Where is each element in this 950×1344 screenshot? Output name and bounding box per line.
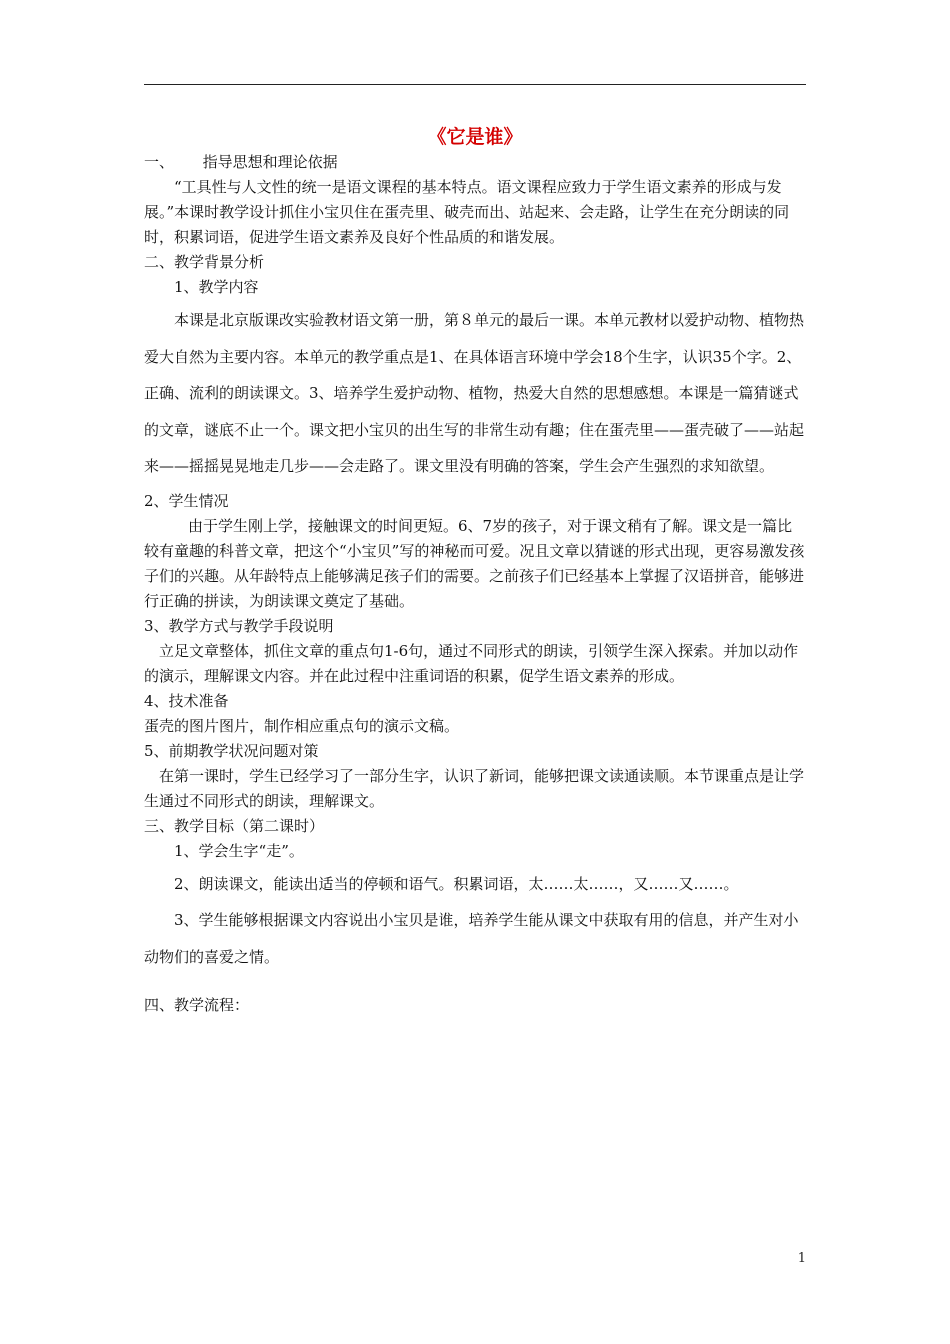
section-2-paragraph-1: 本课是北京版课改实验教材语文第一册，第８单元的最后一课。本单元教材以爱护动物、植物热爱大自然为主要内容。本单元的教学重点是1、在具体语言环境中学会18个生字，认识35个字。2、正确、流利的朗读课文。3、培养学生爱护动物、植物，热爱大自然的思想感想。本课是一篇猜谜式的文章，谜底不止一个。课文把小宝贝的出生写的非常生动有趣；住在蛋壳里——蛋壳破了——站起来——摇摇晃晃地走几步——会走路了。课文里没有明确的答案，学生会产生强烈的求知欲望。 [144, 311, 805, 475]
document-title: 《它是谁》 [427, 126, 523, 148]
section-2-sub-3: 3、教学方式与教学手段说明 [144, 616, 334, 635]
header-rule [144, 84, 806, 85]
section-2-sub-2: 2、学生情况 [144, 491, 229, 510]
section-1-heading: 一、 指导思想和理论依据 [144, 153, 338, 171]
section-3-item-3: 3、学生能够根据课文内容说出小宝贝是谁，培养学生能从课文中获取有用的信息，并产生对小动物们的喜爱之情。 [144, 911, 799, 966]
section-2-paragraph-5: 在第一课时，学生已经学习了一部分生字，认识了新词，能够把课文读通读顺。本节课重点是让学生通过不同形式的朗读，理解课文。 [144, 766, 805, 810]
section-2-sub-5: 5、前期教学状况问题对策 [144, 741, 319, 760]
section-2-paragraph-3: 立足文章整体，抓住文章的重点句1-6句，通过不同形式的朗读，引领学生深入探索。并加以动作的演示，理解课文内容。并在此过程中注重词语的积累，促学生语文素养的形成。 [144, 641, 799, 685]
section-2-paragraph-2: 由于学生刚上学，接触课文的时间更短。6、7岁的孩子，对于课文稍有了解。课文是一篇比较有童趣的科普文章，把这个“小宝贝”写的神秘而可爱。况且文章以猜谜的形式出现，更容易激发孩子们的兴趣。从年龄特点上能够满足孩子们的需要。之前孩子们已经基本上掌握了汉语拼音，能够进行正确的拼读，为朗读课文奠定了基础。 [144, 516, 805, 610]
section-4-heading: 四、教学流程： [144, 996, 250, 1014]
section-3-item-1: 1、学会生字“走”。 [174, 841, 304, 860]
section-1-paragraph: “工具性与人文性的统一是语文课程的基本特点。语文课程应致力于学生语文素养的形成与发展。”本课时教学设计抓住小宝贝住在蛋壳里、破壳而出、站起来、会走路，让学生在充分朗读的同时，积累词语，促进学生语文素养及良好个性品质的和谐发展。 [144, 178, 790, 246]
page-number: 1 [797, 1251, 806, 1266]
document-body [144, 150, 806, 1018]
section-3-item-2: 2、朗读课文，能读出适当的停顿和语气。积累词语，太……太……，又……又……。 [174, 874, 739, 893]
section-2-heading: 二、教学背景分析 [144, 253, 265, 271]
section-2-sub-4: 4、技术准备 [144, 691, 229, 710]
section-2-sub-1: 1、教学内容 [174, 278, 259, 296]
section-3-heading: 三、教学目标（第二课时） [144, 816, 325, 835]
section-2-paragraph-4: 蛋壳的图片图片，制作相应重点句的演示文稿。 [144, 716, 460, 735]
